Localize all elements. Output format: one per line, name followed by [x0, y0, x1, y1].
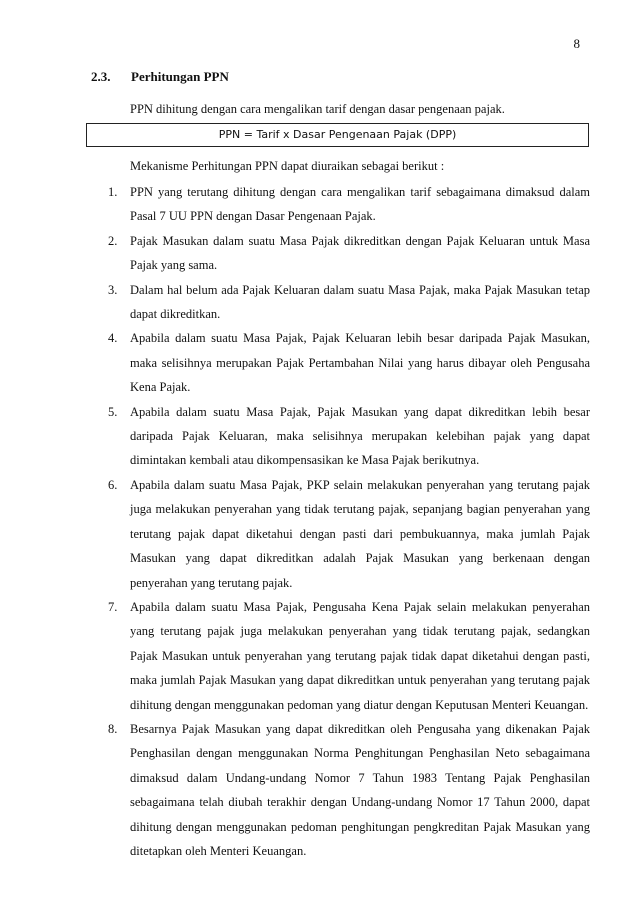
list-item-text: Apabila dalam suatu Masa Pajak, PKP selain melakukan penyerahan yang terutang pajak juga melakukan penyerahan yang tidak terutang pajak, sepanjang bagian penyerahan yang terutang pajak dapat diketahui dengan pasti dari pembukuannya, maka jumlah Pajak Masukan yang dapat dikreditkan adalah Pajak Masukan yang berkenaan dengan penyerahan yang terutang pajak. — [130, 477, 590, 590]
mechanism-intro: Mekanisme Perhitungan PPN dapat diuraikan sebagai berikut : — [130, 159, 445, 173]
list-item — [108, 473, 590, 595]
list-item — [108, 229, 590, 278]
list-item-text: Pajak Masukan dalam suatu Masa Pajak dikreditkan dengan Pajak Keluaran untuk Masa Pajak yang sama. — [130, 233, 590, 273]
list-item-text: Apabila dalam suatu Masa Pajak, Pajak Masukan yang dapat dikreditkan lebih besar daripada Pajak Keluaran, maka selisihnya merupakan kelebihan pajak yang dapat dimintakan kembali atau dikompensasikan ke Masa Pajak berikutnya. — [130, 404, 590, 468]
list-item — [108, 326, 590, 399]
list-item-number: 2. — [108, 233, 118, 248]
section-title: Perhitungan PPN — [131, 69, 229, 84]
list-item — [108, 180, 590, 229]
list-item — [108, 595, 590, 717]
list-item-number: 4. — [108, 331, 118, 346]
list-item — [108, 278, 590, 327]
list-item-text: Apabila dalam suatu Masa Pajak, Pengusaha Kena Pajak selain melakukan penyerahan yang terutang pajak juga melakukan penyerahan yang tidak terutang pajak, sedangkan Pajak Masukan untuk penyerahan yang terutang pajak tidak dapat diketahui dengan pasti, maka jumlah Pajak Masukan yang dapat dikreditkan untuk penyerahan yang terutang pajak dihitung dengan menggunakan pedoman yang diatur dengan Keputusan Menteri Keuangan. — [130, 599, 590, 712]
page-number: 8 — [573, 36, 580, 51]
formula-text: PPN = Tarif x Dasar Pengenaan Pajak (DPP) — [218, 128, 457, 141]
section-heading — [91, 69, 229, 85]
list-item — [108, 717, 590, 863]
list-item-number: 8. — [108, 721, 118, 736]
mechanism-list — [108, 180, 590, 863]
list-item-text: PPN yang terutang dihitung dengan cara mengalikan tarif sebagaimana dimaksud dalam Pasal 7 UU PPN dengan Dasar Pengenaan Pajak. — [130, 185, 590, 224]
intro-paragraph: PPN dihitung dengan cara mengalikan tarif dengan dasar pengenaan pajak. — [130, 102, 505, 116]
list-item — [108, 400, 590, 473]
list-item-number: 7. — [108, 599, 118, 614]
formula-box — [86, 123, 589, 147]
list-item-text: Besarnya Pajak Masukan yang dapat dikreditkan oleh Pengusaha yang dikenakan Pajak Penghasilan dengan menggunakan Norma Penghitungan Penghasilan Neto sebagaimana dimaksud dalam Undang-undang Nomor 7 Tahun 1983 Tentang Pajak Penghasilan sebagaimana telah diubah terakhir dengan Undang-undang Nomor 17 Tahun 2000, dapat dihitung dengan menggunakan pedoman penghitungan pengkreditan Pajak Masukan yang ditetapkan oleh Menteri Keuangan. — [130, 721, 590, 858]
list-item-number: 6. — [108, 477, 118, 492]
section-number: 2.3. — [91, 69, 111, 84]
list-item-number: 1. — [108, 185, 118, 199]
list-item-number: 3. — [108, 282, 118, 297]
list-item-number: 5. — [108, 404, 118, 419]
list-item-text: Apabila dalam suatu Masa Pajak, Pajak Keluaran lebih besar daripada Pajak Masukan, maka selisihnya merupakan Pajak Pertambahan Nilai yang harus dibayar oleh Pengusaha Kena Pajak. — [130, 331, 590, 395]
list-item-text: Dalam hal belum ada Pajak Keluaran dalam suatu Masa Pajak, maka Pajak Masukan tetap dapat dikreditkan. — [130, 282, 590, 322]
